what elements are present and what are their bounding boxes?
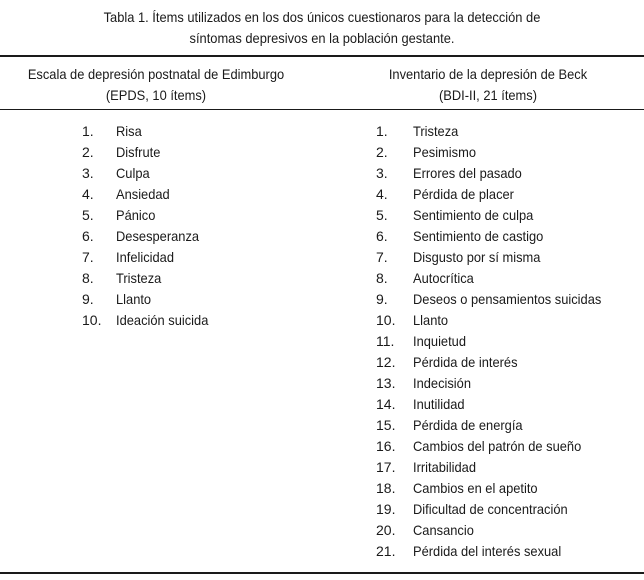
epds-item-number: 8. (82, 270, 94, 286)
bdi-item-number: 2. (376, 144, 388, 160)
bdi-item-text: Pérdida del interés sexual (413, 543, 562, 559)
column-header-bdi (344, 64, 631, 106)
bdi-item-number: 8. (376, 270, 388, 286)
bdi-item (376, 499, 644, 520)
bdi-item (376, 394, 644, 415)
bdi-item-text: Pérdida de interés (413, 354, 518, 370)
bdi-item (376, 142, 644, 163)
bdi-item-number: 18. (376, 480, 396, 496)
bdi-item (376, 520, 644, 541)
bdi-item-number: 14. (376, 396, 396, 412)
epds-item-text: Risa (116, 123, 142, 139)
bdi-item (376, 163, 644, 184)
column-header-bdi-subtitle: (BDI-II, 21 ítems) (438, 87, 538, 103)
column-header-bdi-title: Inventario de la depresión de Beck (388, 66, 588, 82)
bdi-item-text: Disgusto por sí misma (413, 249, 541, 265)
epds-item-number: 4. (82, 186, 94, 202)
bdi-item-text: Pérdida de placer (413, 186, 514, 202)
epds-item (82, 142, 282, 163)
bdi-item-number: 1. (376, 123, 388, 139)
bdi-item-text: Cambios del patrón de sueño (413, 438, 582, 454)
table-caption (26, 7, 618, 49)
bdi-item-number: 21. (376, 543, 396, 559)
column-header-epds-title: Escala de depresión postnatal de Edimburgo (27, 66, 285, 82)
epds-item (82, 226, 282, 247)
epds-item-text: Tristeza (116, 270, 162, 286)
bdi-item-text: Tristeza (413, 123, 459, 139)
bdi-item-text: Sentimiento de culpa (413, 207, 534, 223)
bdi-item (376, 310, 644, 331)
bdi-item (376, 373, 644, 394)
epds-item (82, 184, 282, 205)
table-caption-line-2: síntomas depresivos en la población gestante. (189, 30, 455, 46)
bdi-item (376, 352, 644, 373)
bdi-item-text: Deseos o pensamientos suicidas (413, 291, 602, 307)
table-top-rule (0, 55, 644, 57)
column-header-epds (12, 64, 299, 106)
bdi-item-number: 9. (376, 291, 388, 307)
column-header-epds-subtitle: (EPDS, 10 ítems) (105, 87, 207, 103)
epds-item-number: 9. (82, 291, 94, 307)
epds-item-number: 3. (82, 165, 94, 181)
epds-item (82, 268, 282, 289)
bdi-item-text: Inquietud (413, 333, 467, 349)
bdi-item (376, 457, 644, 478)
bdi-item (376, 289, 644, 310)
bdi-item-text: Pérdida de energía (413, 417, 523, 433)
bdi-item (376, 205, 644, 226)
header-divider-rule (0, 109, 644, 110)
epds-item (82, 247, 282, 268)
bdi-item-text: Pesimismo (413, 144, 476, 160)
epds-item-text: Disfrute (116, 144, 161, 160)
bdi-item (376, 331, 644, 352)
epds-item-text: Pánico (116, 207, 156, 223)
bdi-item-text: Autocrítica (413, 270, 474, 286)
bdi-item-text: Cambios en el apetito (413, 480, 538, 496)
bdi-item (376, 415, 644, 436)
epds-item-list (82, 121, 282, 331)
bdi-item-number: 16. (376, 438, 396, 454)
epds-item-number: 1. (82, 123, 94, 139)
epds-item-text: Llanto (116, 291, 152, 307)
bdi-item-text: Indecisión (413, 375, 472, 391)
epds-item-number: 5. (82, 207, 94, 223)
bdi-item-number: 17. (376, 459, 396, 475)
table-caption-line-1: Tabla 1. Ítems utilizados en los dos únicos cuestionaros para la detección de (103, 9, 541, 25)
bdi-item-number: 5. (376, 207, 388, 223)
bdi-item-text: Sentimiento de castigo (413, 228, 544, 244)
epds-item (82, 121, 282, 142)
bdi-item-number: 20. (376, 522, 396, 538)
bdi-item (376, 226, 644, 247)
epds-item (82, 310, 282, 331)
epds-item (82, 289, 282, 310)
bdi-item (376, 121, 644, 142)
bdi-item (376, 478, 644, 499)
bdi-item-number: 19. (376, 501, 396, 517)
epds-item-text: Culpa (116, 165, 150, 181)
epds-item-number: 2. (82, 144, 94, 160)
bdi-item-number: 6. (376, 228, 388, 244)
epds-item (82, 205, 282, 226)
epds-item-number: 7. (82, 249, 94, 265)
epds-item-text: Ideación suicida (116, 312, 209, 328)
bdi-item-text: Llanto (413, 312, 449, 328)
bdi-item-text: Dificultad de concentración (413, 501, 568, 517)
bdi-item-number: 7. (376, 249, 388, 265)
bdi-item (376, 436, 644, 457)
bdi-item-number: 3. (376, 165, 388, 181)
epds-item-number: 10. (82, 312, 102, 328)
bdi-item-number: 15. (376, 417, 396, 433)
epds-item-text: Desesperanza (116, 228, 200, 244)
bdi-item (376, 184, 644, 205)
bdi-item-number: 10. (376, 312, 396, 328)
bdi-item-text: Errores del pasado (413, 165, 522, 181)
bdi-item-number: 4. (376, 186, 388, 202)
bdi-item-list (376, 121, 644, 562)
table-bottom-rule (0, 572, 644, 574)
bdi-item-number: 13. (376, 375, 396, 391)
epds-item (82, 163, 282, 184)
epds-item-text: Ansiedad (116, 186, 170, 202)
bdi-item-text: Cansancio (413, 522, 474, 538)
bdi-item (376, 247, 644, 268)
bdi-item-text: Inutilidad (413, 396, 465, 412)
bdi-item (376, 268, 644, 289)
bdi-item-number: 11. (376, 333, 395, 349)
bdi-item-number: 12. (376, 354, 396, 370)
epds-item-text: Infelicidad (116, 249, 175, 265)
bdi-item (376, 541, 644, 562)
epds-item-number: 6. (82, 228, 94, 244)
bdi-item-text: Irritabilidad (413, 459, 477, 475)
